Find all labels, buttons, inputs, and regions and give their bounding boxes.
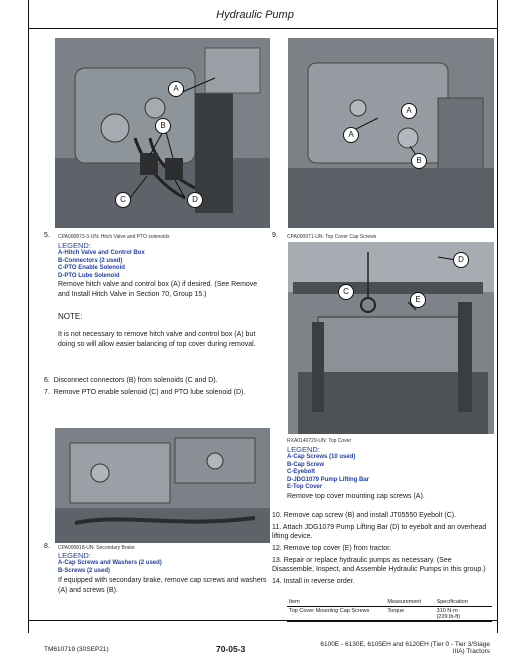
legend-item: D-JDG1079 Pump Lifting Bar <box>287 476 370 483</box>
legend-item: B-Connectors (2 used) <box>58 257 123 264</box>
step-8-legend-title: LEGEND: <box>58 551 91 560</box>
header-specification: Specification <box>436 599 468 605</box>
cell-item: Top Cover Mounting Cap Screws <box>289 608 370 614</box>
legend-item: B-Screws (2 used) <box>58 567 111 574</box>
callout-a: A <box>168 81 184 97</box>
step-5-legend-title: LEGEND: <box>58 241 91 250</box>
callout-b: B <box>411 153 427 169</box>
step-9-caption-2: RXA0140729-UN: Top Cover <box>287 438 352 444</box>
callout-e: E <box>410 292 426 308</box>
step-item: 14. Install in reverse order. <box>272 578 355 585</box>
step-item: 11. Attach JDG1079 Pump Lifting Bar (D) to eyebolt and an overhead lifting device. <box>272 524 487 540</box>
callout-c: C <box>115 192 131 208</box>
step-9-text: Remove top cover mounting cap screws (A). <box>287 493 425 500</box>
note-text: It is not necessary to remove hitch valve and control box (A) but doing so will allow easier balancing of top cover during removal. <box>58 331 256 348</box>
step-item: 7. Remove PTO enable solenoid (C) and PTO lube solenoid (D). <box>44 389 246 396</box>
step-8-number: 8. <box>44 543 50 550</box>
legend-item: A-Cap Screws and Washers (2 used) <box>58 560 162 566</box>
step-5-legend <box>58 250 145 280</box>
header-measurement: Measurement <box>387 599 422 605</box>
footer-doc-id: TM610719 (30SEP21) <box>44 646 109 653</box>
callout-d: D <box>187 192 203 208</box>
spec-table <box>287 598 492 622</box>
step-item: 10. Remove cap screw (B) and install JT05550 Eyebolt (C). <box>272 512 457 519</box>
callout-a: A <box>343 127 359 143</box>
legend-item: A-Hitch Valve and Control Box <box>58 250 145 256</box>
secondary-brake-photo <box>55 428 270 543</box>
legend-item: B-Cap Screw <box>287 461 325 468</box>
step-5-caption: CPA000873-3-UN: Hitch Valve and PTO solenoids <box>58 234 170 240</box>
step-9-legend <box>287 454 369 492</box>
cell-specification: 310 N·m (229 lb-ft) <box>436 608 461 620</box>
step-8-caption: CPA000818-UN: Secondary Brake <box>58 545 135 551</box>
footer-page-number: 70-05-3 <box>216 644 246 654</box>
callout-c: C <box>338 284 354 300</box>
step-9-number: 9. <box>272 232 278 239</box>
step-8-legend <box>58 560 162 575</box>
step-9-legend-title: LEGEND: <box>287 445 320 454</box>
cell-measurement: Torque <box>387 608 405 614</box>
hitch-valve-photo <box>55 38 270 228</box>
step-5-text: Remove hitch valve and control box (A) if desired. (See Remove and Install Hitch Valve in Section 70, Group 15.) <box>58 281 258 298</box>
legend-item: C-PTO Enable Solenoid <box>58 265 125 271</box>
legend-item: C-Eyebolt <box>287 469 316 475</box>
legend-item: D-PTO Lube Solenoid <box>58 272 120 279</box>
step-item: 13. Repair or replace hydraulic pumps as necessary. (See Disassemble, Inspect, and Assemble Hydraulic Pumps in this group.) <box>272 557 486 573</box>
footer-model: 6100E - 6130E, 6105EH and 6120EH (Tier 0 - Tier 3/Stage IIIA) Tractors <box>320 641 490 655</box>
top-cover-photo <box>288 242 494 434</box>
callout-a: A <box>401 103 417 119</box>
callout-d: D <box>453 252 469 268</box>
step-item: 6. Disconnect connectors (B) from solenoids (C and D). <box>44 377 218 384</box>
step-5-number: 5. <box>44 232 50 239</box>
steps-10-14 <box>272 511 494 586</box>
step-item: 12. Remove top cover (E) from tractor. <box>272 545 392 552</box>
step-8-text: If equipped with secondary brake, remove cap screws and washers (A) and screws (B). <box>58 577 267 594</box>
step-9-caption: CPA000971-UN: Top Cover Cap Screws <box>287 234 377 240</box>
top-cover-cap-screws-photo <box>288 38 494 228</box>
legend-item: A-Cap Screws (10 used) <box>287 454 356 460</box>
legend-item: E-Top Cover <box>287 484 323 490</box>
steps-6-7 <box>44 376 274 397</box>
note-title: NOTE: <box>58 312 83 321</box>
header-item: Item <box>289 599 300 605</box>
spec-table-header <box>287 598 492 607</box>
footer-frame <box>28 620 498 633</box>
callout-b: B <box>155 118 171 134</box>
page-title: Hydraulic Pump <box>216 9 294 21</box>
